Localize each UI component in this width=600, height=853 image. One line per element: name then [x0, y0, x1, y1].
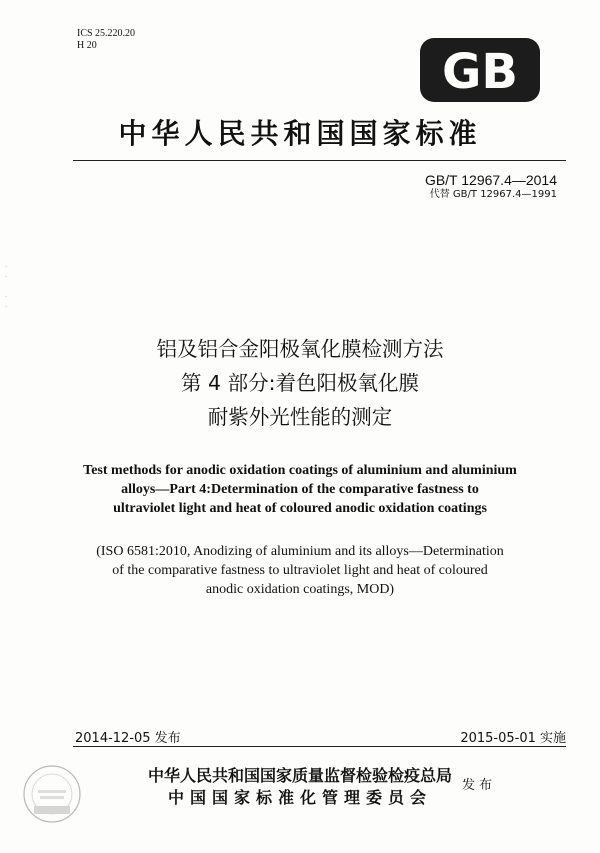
document-header-title: 中华人民共和国国家标准 [118, 117, 482, 150]
bottom-rule [73, 746, 566, 747]
chinese-title-line2: 第 4 部分:着色阳极氧化膜 [181, 371, 419, 395]
gb-logo-text: GB [442, 44, 518, 100]
iso-reference [0, 542, 600, 599]
issue-date: 2014-12-05 发布 [75, 731, 181, 746]
standard-number-block [425, 172, 557, 201]
chinese-title-line3: 耐紫外光性能的测定 [207, 405, 393, 429]
english-title [0, 461, 600, 518]
english-title-line3: ultraviolet light and heat of coloured anodic oxidation coatings [113, 501, 487, 516]
gb-logo [420, 38, 540, 102]
margin-marks: · · · · [5, 263, 8, 311]
issuer-line1: 中华人民共和国国家质量监督检验检疫总局 [148, 766, 453, 785]
english-title-line1: Test methods for anodic oxidation coatings of aluminium and aluminium [83, 463, 517, 478]
chinese-title [0, 332, 600, 434]
iso-reference-line1: (ISO 6581:2010, Anodizing of aluminium and its alloys—Determination [96, 544, 504, 559]
iso-reference-line3: anodic oxidation coatings, MOD) [205, 582, 395, 597]
english-title-line2: alloys—Part 4:Determination of the comparative fastness to [121, 482, 479, 497]
publish-label: 发布 [462, 778, 497, 793]
issuing-authorities [148, 765, 452, 809]
ics-code: ICS 25.220.20 [77, 28, 136, 39]
seal-stamp [20, 762, 84, 826]
top-rule [73, 160, 566, 161]
iso-reference-line2: of the comparative fastness to ultraviolet light and heat of coloured [112, 563, 488, 578]
chinese-title-line1: 铝及铝合金阳极氧化膜检测方法 [156, 337, 444, 361]
classification-codes [77, 28, 135, 52]
replaces-standard: 代替 GB/T 12967.4—1991 [429, 189, 557, 200]
issuer-line2: 中国国家标准化管理委员会 [168, 788, 433, 807]
standard-number: GB/T 12967.4—2014 [424, 172, 557, 188]
ccs-code: H 20 [77, 40, 97, 51]
implementation-date: 2015-05-01 实施 [460, 731, 566, 746]
